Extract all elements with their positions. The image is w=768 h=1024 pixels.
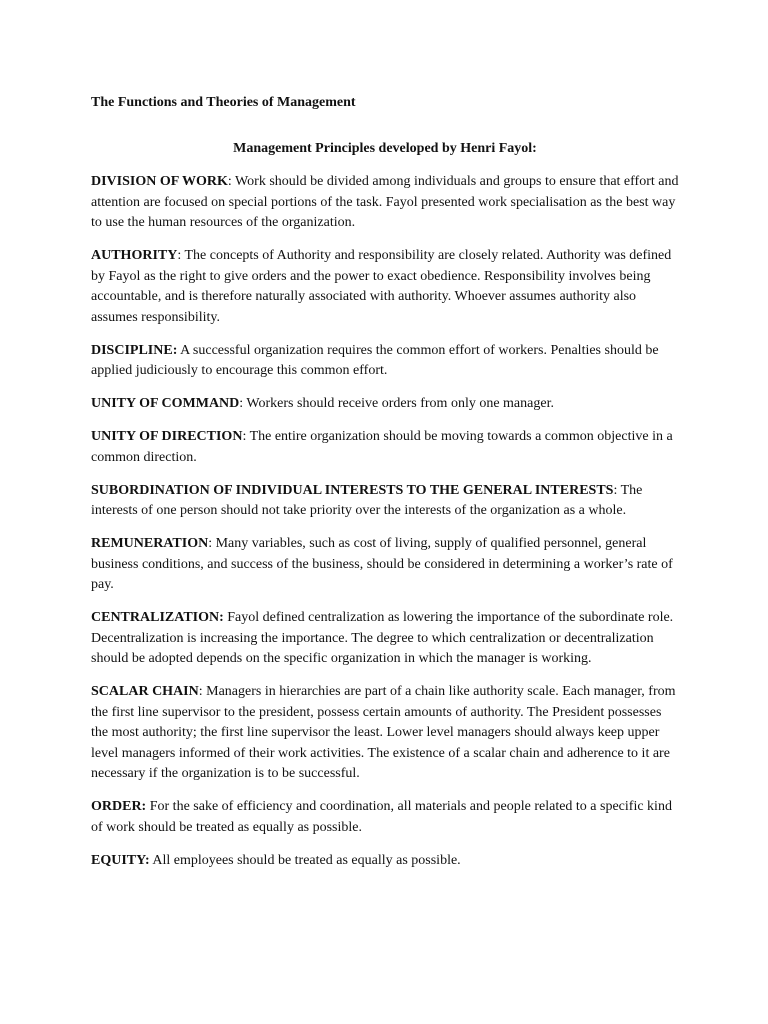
principle-term: REMUNERATION [91, 536, 209, 551]
principle-term: UNITY OF DIRECTION [91, 429, 243, 444]
principle-remuneration [91, 534, 679, 596]
principle-term: AUTHORITY [91, 248, 178, 263]
principle-text: Managers in hierarchies are part of a chain like authority scale. Each manager, from the first line supervisor to the president, possess certain amounts of authority. The President possesses the most authority; the first line supervisor the least. Lower level managers should always keep upper level managers informed of their work activities. The existence of a scalar chain and adherence to it are necessary if the organization is to be successful. [91, 684, 676, 781]
principle-separator: : [198, 684, 203, 699]
principle-text: A successful organization requires the common effort of workers. Penalties should be applied judiciously to encourage this common effort. [91, 342, 659, 378]
principle-scalar-chain [91, 682, 679, 785]
principle-text: The interests of one person should not take priority over the interests of the organization as a whole. [91, 482, 643, 518]
principle-text: Work should be divided among individuals and groups to ensure that effort and attention are focused on special portions of the task. Fayol presented work specialisation as the best way to use the human resources of the organization. [91, 174, 679, 230]
principle-text: All employees should be treated as equally as possible. [149, 852, 461, 868]
principle-division-of-work [91, 172, 679, 234]
principle-equity [91, 851, 679, 872]
principle-text: Fayol defined centralization as lowering the importance of the subordinate role. Decentralization is increasing the importance. The degree to which centralization or decentralization should be adopted depends on the specific organization in which the manager is working. [91, 610, 674, 666]
principle-separator: : [208, 536, 213, 551]
principle-term: SCALAR CHAIN [91, 684, 199, 699]
principle-term: ORDER: [91, 799, 147, 814]
principle-discipline [91, 341, 679, 382]
principle-text: The concepts of Authority and responsibility are closely related. Authority was defined by Fayol as the right to give orders and the power to exact obedience. Responsibility involves being accountable, and is therefore naturally associated with authority. Whoever assumes authority also assumes responsibility. [91, 248, 672, 325]
document-page [91, 92, 679, 884]
principle-unity-of-direction [91, 427, 679, 468]
principle-text: The entire organization should be moving towards a common objective in a common direction. [91, 429, 673, 465]
principle-text: Workers should receive orders from only one manager. [243, 396, 554, 411]
principle-unity-of-command [91, 394, 679, 415]
principle-term: SUBORDINATION OF INDIVIDUAL INTERESTS TO THE GENERAL INTERESTS [91, 482, 614, 498]
principle-term: UNITY OF COMMAND [91, 396, 240, 411]
principle-term: EQUITY: [91, 852, 150, 868]
principle-separator: : [177, 248, 182, 263]
document-title: The Functions and Theories of Management [91, 95, 356, 110]
document-subtitle: Management Principles developed by Henri Fayol: [233, 141, 537, 156]
principle-text: For the sake of efficiency and coordination, all materials and people related to a specific kind of work should be treated as equally as possible. [91, 799, 672, 835]
principle-term: CENTRALIZATION: [91, 610, 224, 625]
principle-separator: : [239, 396, 244, 411]
principle-term: DIVISION OF WORK [91, 174, 228, 189]
principle-text: Many variables, such as cost of living, supply of qualified personnel, general business conditions, and success of the business, should be considered in determining a worker’s rate of pay. [91, 536, 673, 592]
principle-authority [91, 246, 679, 328]
principle-order [91, 797, 679, 838]
principle-separator: : [242, 429, 247, 444]
principle-separator: : [227, 174, 232, 189]
principle-subordination [91, 481, 679, 522]
principle-term: DISCIPLINE: [91, 342, 178, 358]
principle-separator: : [613, 482, 618, 498]
principle-centralization [91, 608, 679, 670]
